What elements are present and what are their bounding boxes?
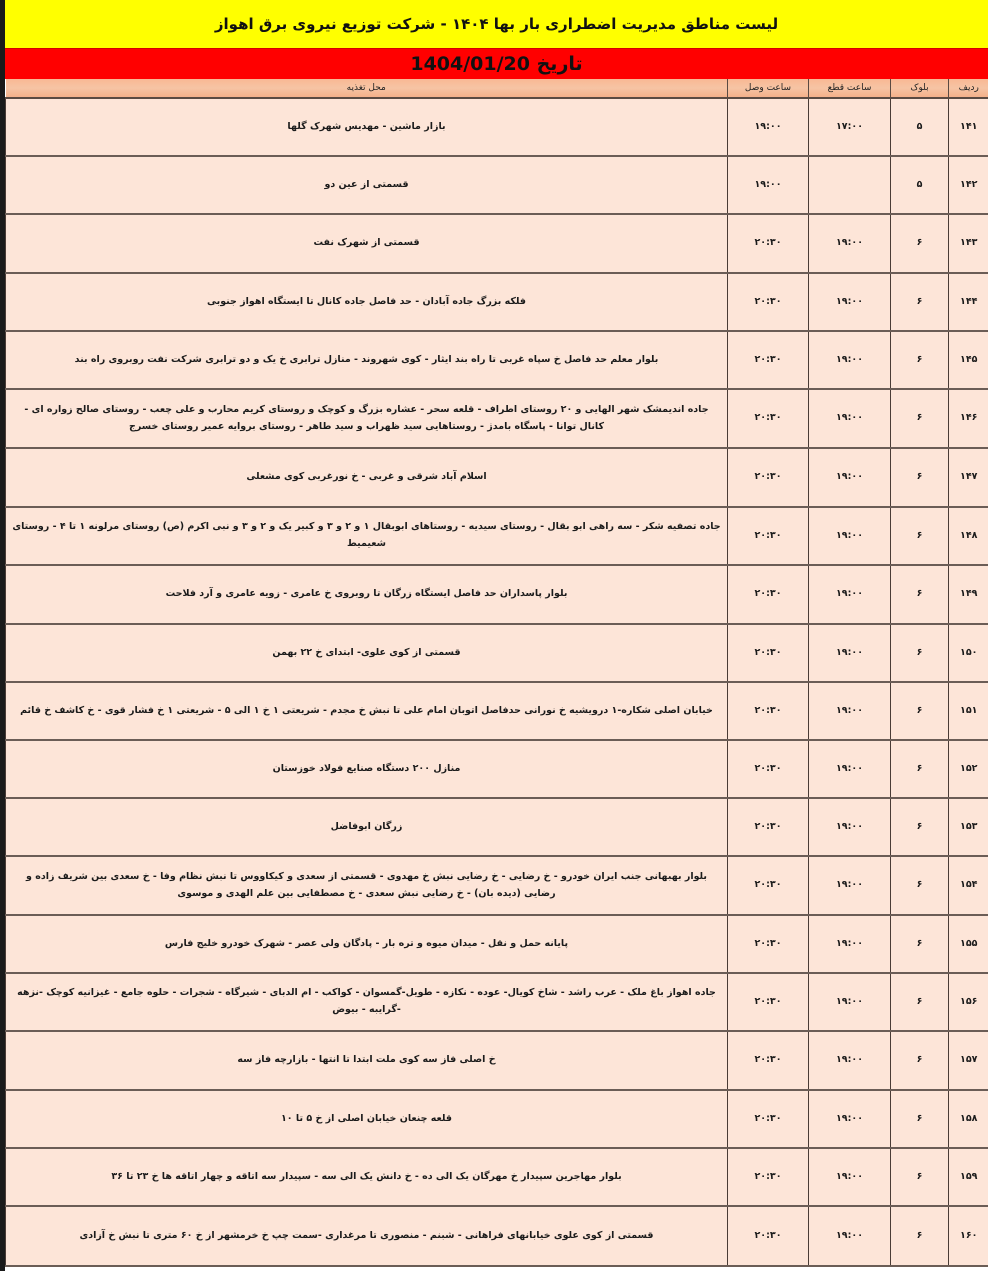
table-row <box>6 214 988 273</box>
cell-cut-time: ۱۹:۰۰ <box>809 682 891 740</box>
table-row <box>6 973 988 1031</box>
cell-block: ۶ <box>891 973 949 1031</box>
header-cut-time: ساعت قطع <box>809 79 891 98</box>
cell-row-number: ۱۵۷ <box>949 1031 988 1090</box>
cell-connect-time: ۲۰:۳۰ <box>728 682 809 740</box>
cell-location: قسمتی از کوی علوی- ابتدای خ ۲۲ بهمن <box>6 624 728 682</box>
header-block: بلوک <box>891 79 949 98</box>
cell-block: ۶ <box>891 915 949 973</box>
table-row <box>6 856 988 915</box>
table-row <box>6 98 988 156</box>
cell-block: ۶ <box>891 740 949 798</box>
cell-location: منازل ۲۰۰ دستگاه صنایع فولاد خوزستان <box>6 740 728 798</box>
cell-row-number: ۱۵۰ <box>949 624 988 682</box>
cell-connect-time: ۱۹:۰۰ <box>728 156 809 214</box>
cell-location: فلکه بزرگ جاده آبادان - حد فاصل جاده کانال تا ایستگاه اهواز جنوبی <box>6 273 728 331</box>
cell-cut-time: ۱۹:۰۰ <box>809 915 891 973</box>
table-row <box>6 565 988 624</box>
cell-row-number: ۱۵۲ <box>949 740 988 798</box>
cell-cut-time: ۱۹:۰۰ <box>809 798 891 856</box>
cell-location: زرگان ابوفاضل <box>6 798 728 856</box>
cell-row-number: ۱۵۴ <box>949 856 988 915</box>
cell-block: ۶ <box>891 507 949 565</box>
cell-row-number: ۱۴۳ <box>949 214 988 273</box>
cell-row-number: ۱۴۷ <box>949 448 988 507</box>
date-label: تاریخ 1404/01/20 <box>410 53 583 75</box>
cell-cut-time: ۱۹:۰۰ <box>809 507 891 565</box>
cell-location: جاده اهواز باغ ملک - عرب راشد - شاخ کویال- عوده - نکازه - طویل-گمسوان - کواکب - ام الدبای - شیرگاه - شجرات - حلوه جامع - غیزانیه کوچک -نزهه -گرایبه - بیوض <box>6 973 728 1031</box>
cell-block: ۶ <box>891 682 949 740</box>
cell-connect-time: ۲۰:۳۰ <box>728 1090 809 1148</box>
table-row <box>6 331 988 389</box>
table-row <box>6 1206 988 1266</box>
cell-connect-time: ۲۰:۳۰ <box>728 1031 809 1090</box>
cell-connect-time: ۲۰:۳۰ <box>728 973 809 1031</box>
cell-row-number: ۱۴۴ <box>949 273 988 331</box>
cell-cut-time: ۱۹:۰۰ <box>809 389 891 448</box>
cell-block: ۶ <box>891 565 949 624</box>
cell-connect-time: ۲۰:۳۰ <box>728 624 809 682</box>
cell-cut-time: ۱۹:۰۰ <box>809 448 891 507</box>
table-row <box>6 273 988 331</box>
table-row <box>6 389 988 448</box>
cell-row-number: ۱۴۱ <box>949 98 988 156</box>
cell-block: ۶ <box>891 1090 949 1148</box>
cell-block: ۶ <box>891 624 949 682</box>
cell-cut-time: ۱۹:۰۰ <box>809 624 891 682</box>
cell-location: بلوار معلم حد فاصل خ سپاه غربی تا راه بند ایثار - کوی شهروند - منازل ترابری خ یک و دو ترابری شرکت نفت روبروی راه بند <box>6 331 728 389</box>
cell-row-number: ۱۵۱ <box>949 682 988 740</box>
cell-row-number: ۱۴۸ <box>949 507 988 565</box>
cell-cut-time: ۱۹:۰۰ <box>809 856 891 915</box>
cell-row-number: ۱۵۸ <box>949 1090 988 1148</box>
cell-connect-time: ۱۹:۰۰ <box>728 98 809 156</box>
title-bar <box>5 0 988 48</box>
table-row <box>6 682 988 740</box>
cell-location: بازار ماشین - مهدیس شهرک گلها <box>6 98 728 156</box>
table-row <box>6 1090 988 1148</box>
table-row <box>6 1148 988 1206</box>
cell-row-number: ۱۴۲ <box>949 156 988 214</box>
cell-connect-time: ۲۰:۳۰ <box>728 915 809 973</box>
cell-row-number: ۱۴۵ <box>949 331 988 389</box>
cell-location: جاده تصفیه شکر - سه راهی ابو بقال - روستای سیدیه - روستاهای ابوبقال ۱ و ۲ و ۳ و کبیر یک و ۲ و ۳ و نبی اکرم (ص) روستای مرلونه ۱ تا ۴ - روستای شعیمیط <box>6 507 728 565</box>
cell-connect-time: ۲۰:۳۰ <box>728 856 809 915</box>
cell-connect-time: ۲۰:۳۰ <box>728 798 809 856</box>
cell-row-number: ۱۶۰ <box>949 1206 988 1266</box>
cell-row-number: ۱۴۹ <box>949 565 988 624</box>
table-row <box>6 740 988 798</box>
cell-cut-time: ۱۹:۰۰ <box>809 331 891 389</box>
cell-connect-time: ۲۰:۳۰ <box>728 273 809 331</box>
table-row <box>6 507 988 565</box>
cell-location: قسمتی از کوی علوی خیابانهای فراهانی - شبنم - منصوری تا مرغداری -سمت چپ خ خرمشهر از خ ۶۰ متری تا نبش خ آزادی <box>6 1206 728 1266</box>
outage-schedule-table <box>5 79 988 1267</box>
cell-location: قسمتی از عین دو <box>6 156 728 214</box>
cell-connect-time: ۲۰:۳۰ <box>728 389 809 448</box>
cell-location: قسمتی از شهرک نفت <box>6 214 728 273</box>
header-row-number: ردیف <box>949 79 988 98</box>
cell-block: ۶ <box>891 1031 949 1090</box>
table-body <box>6 98 988 1266</box>
cell-cut-time: ۱۹:۰۰ <box>809 273 891 331</box>
cell-block: ۶ <box>891 273 949 331</box>
cell-block: ۶ <box>891 1148 949 1206</box>
cell-block: ۵ <box>891 98 949 156</box>
table-header-row <box>6 79 988 98</box>
cell-cut-time: ۱۹:۰۰ <box>809 973 891 1031</box>
table-row <box>6 624 988 682</box>
cell-row-number: ۱۵۳ <box>949 798 988 856</box>
cell-location: خ اصلی فاز سه کوی ملت ابتدا تا انتها - بازارچه فاز سه <box>6 1031 728 1090</box>
cell-connect-time: ۲۰:۳۰ <box>728 1148 809 1206</box>
cell-cut-time: ۱۹:۰۰ <box>809 1148 891 1206</box>
table-row <box>6 798 988 856</box>
cell-location: خیابان اصلی شکاره-۱ درویشیه خ نورانی حدفاصل اتوبان امام علی تا نبش خ مجدم - شریعتی ۱ خ ۱ الی ۵ - شریعتی ۱ خ فشار قوی - خ کاشف خ قائم <box>6 682 728 740</box>
cell-block: ۶ <box>891 856 949 915</box>
cell-row-number: ۱۵۹ <box>949 1148 988 1206</box>
cell-cut-time: ۱۹:۰۰ <box>809 565 891 624</box>
cell-location: بلوار مهاجرین سپیدار خ مهرگان یک الی ده - خ دانش یک الی سه - سپیدار سه اتاقه و چهار اتاقه ها خ ۲۳ تا ۳۶ <box>6 1148 728 1206</box>
cell-location: جاده اندیمشک شهر الهایی و ۲۰ روستای اطراف - قلعه سحر - عشاره بزرگ و کوچک و روستای کریم محارب و علی چعب - روستای صالح زواره ای - کانال توانا - پاسگاه بامدژ - روستاهایی سید ظهراب و سید طاهر - روستای بروایه عمیر روستای خسرج <box>6 389 728 448</box>
cell-cut-time: ۱۹:۰۰ <box>809 214 891 273</box>
cell-block: ۶ <box>891 798 949 856</box>
table-row <box>6 1031 988 1090</box>
table-row <box>6 915 988 973</box>
cell-block: ۶ <box>891 331 949 389</box>
cell-block: ۶ <box>891 448 949 507</box>
date-bar <box>5 48 988 79</box>
cell-cut-time: ۱۹:۰۰ <box>809 1031 891 1090</box>
cell-cut-time: ۱۹:۰۰ <box>809 1090 891 1148</box>
table-row <box>6 448 988 507</box>
cell-connect-time: ۲۰:۳۰ <box>728 565 809 624</box>
page-title: لیست مناطق مدیریت اضطراری بار بها ۱۴۰۴ - شرکت توزیع نیروی برق اهواز <box>214 15 779 33</box>
cell-location: بلوار پاسداران حد فاصل ایستگاه زرگان تا روبروی خ عامری - زویه عامری و آرد فلاحت <box>6 565 728 624</box>
cell-location: بلوار بهبهانی جنب ایران خودرو - خ رضایی - خ رضایی نبش خ مهدوی - قسمتی از سعدی و کیکاووس تا نبش نظام وفا - خ سعدی بین شریف زاده و رضایی (دیده بان) - خ رضایی نبش سعدی - خ مصطفایی بین علم الهدی و موسوی <box>6 856 728 915</box>
cell-row-number: ۱۵۶ <box>949 973 988 1031</box>
cell-connect-time: ۲۰:۳۰ <box>728 448 809 507</box>
cell-connect-time: ۲۰:۳۰ <box>728 507 809 565</box>
cell-row-number: ۱۵۵ <box>949 915 988 973</box>
cell-location: اسلام آباد شرقی و غربی - خ نورغربی کوی مشعلی <box>6 448 728 507</box>
cell-cut-time: ۱۹:۰۰ <box>809 1206 891 1266</box>
cell-block: ۶ <box>891 389 949 448</box>
cell-location: پایانه حمل و نقل - میدان میوه و تره بار - پادگان ولی عصر - شهرک خودرو خلیج فارس <box>6 915 728 973</box>
cell-cut-time <box>809 156 891 214</box>
cell-connect-time: ۲۰:۳۰ <box>728 1206 809 1266</box>
cell-connect-time: ۲۰:۳۰ <box>728 331 809 389</box>
cell-connect-time: ۲۰:۳۰ <box>728 740 809 798</box>
cell-cut-time: ۱۷:۰۰ <box>809 98 891 156</box>
header-connect-time: ساعت وصل <box>728 79 809 98</box>
table-row <box>6 156 988 214</box>
cell-cut-time: ۱۹:۰۰ <box>809 740 891 798</box>
cell-connect-time: ۲۰:۳۰ <box>728 214 809 273</box>
cell-block: ۶ <box>891 1206 949 1266</box>
cell-block: ۵ <box>891 156 949 214</box>
cell-location: قلعه چنعان خیابان اصلی از خ ۵ تا ۱۰ <box>6 1090 728 1148</box>
header-location: محل تغذیه <box>6 79 728 98</box>
cell-row-number: ۱۴۶ <box>949 389 988 448</box>
cell-block: ۶ <box>891 214 949 273</box>
